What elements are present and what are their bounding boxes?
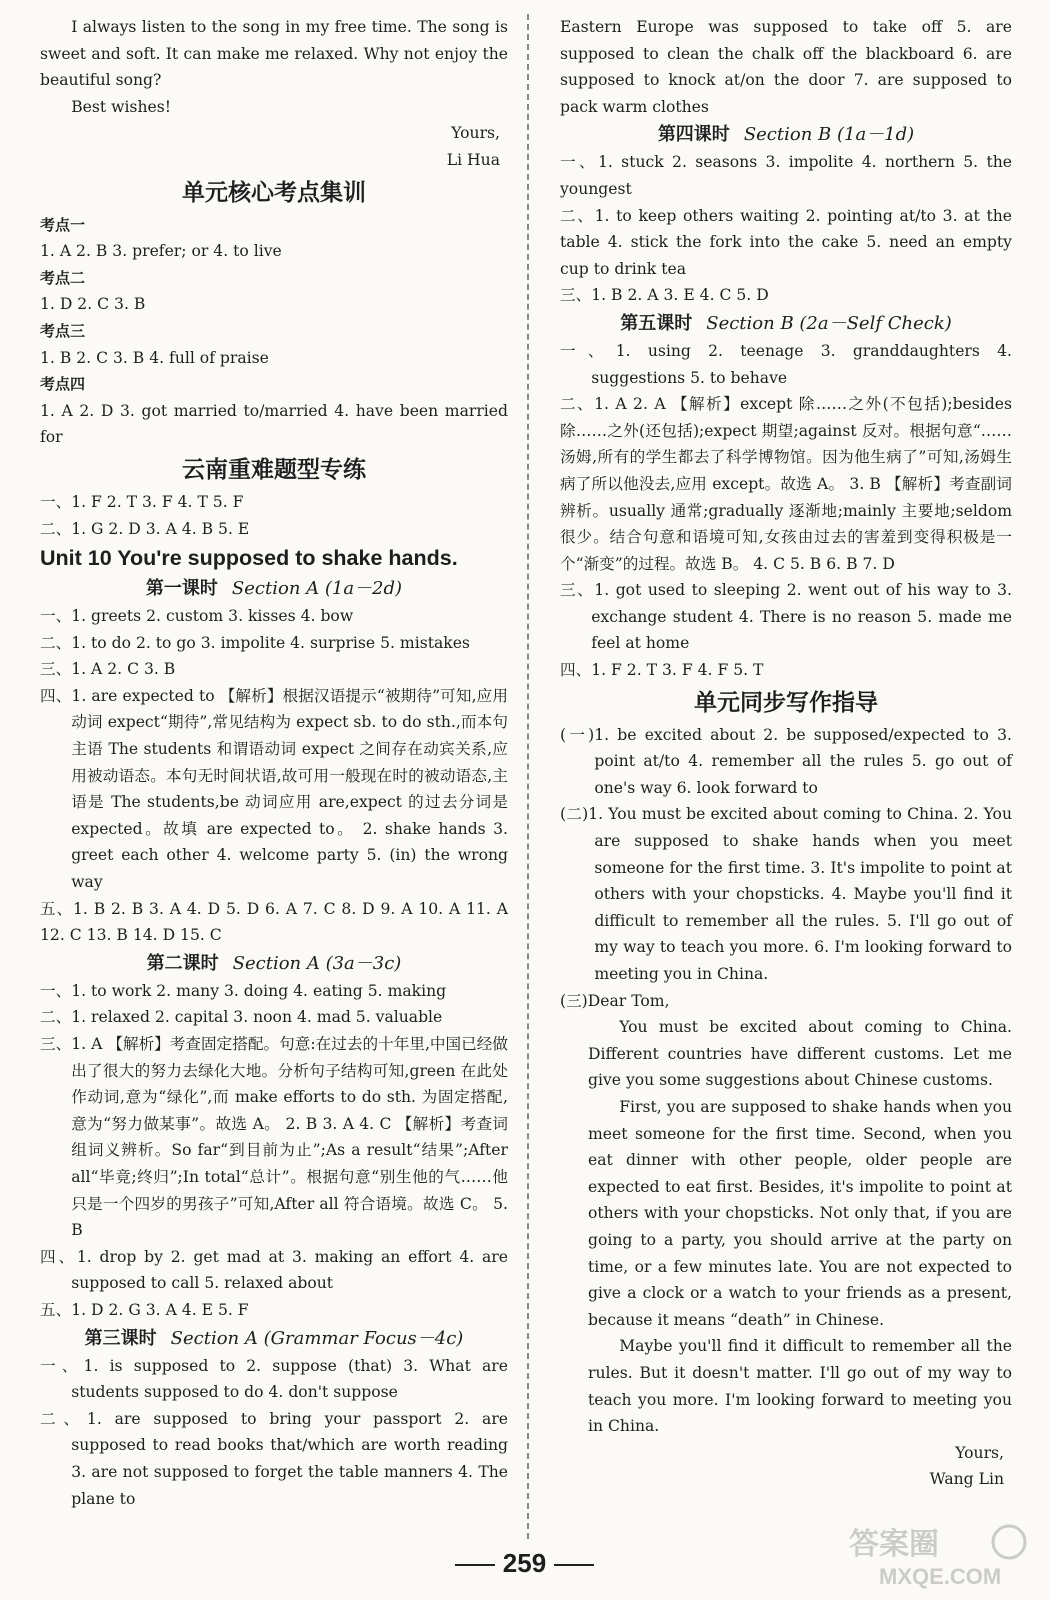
answer-paragraph: 五、1. D 2. G 3. A 4. E 5. F — [40, 1300, 249, 1319]
lesson-title: 第五课时 — [620, 312, 693, 334]
answer-paragraph: Yours, — [955, 1443, 1004, 1462]
answer-paragraph: (一)1. be excited about 2. be supposed/expected to 3. point at/to 4. remember all the rules 5. go out of one's way 6. look forward to — [560, 725, 1012, 797]
answer-paragraph: Yours, — [451, 124, 500, 143]
section-heading: 单元核心考点集训 — [182, 179, 366, 206]
answer-paragraph: 1. A 2. B 3. prefer; or 4. to live — [40, 242, 282, 261]
page-number-text: 259 — [502, 1548, 547, 1578]
lesson-section: Section A (3a－3c) — [232, 952, 402, 974]
answer-paragraph: Best wishes! — [71, 97, 171, 116]
answer-paragraph: Eastern Europe was supposed to take off 5. are supposed to clean the chalk off the blackboard 6. are supposed to knock at/on the door 7. are supposed to pack warm clothes — [560, 18, 1012, 116]
svg-text:答案圈: 答案圈 — [849, 1527, 939, 1562]
answer-paragraph: 四、1. are expected to 【解析】根据汉语提示“被期待”可知,应用动词 expect“期待”,常见结构为 expect sb. to do sth.,而本句主语 The students 和谓语动词 expect 之间存在动宾关系,应用被动语态。本句无时间状语,故可用一般现在时的被动语态,主语是 The students,be 动词应用 are,expect 的过去分词是 expected。故填 are expected to。 2. shake hands 3. greet each other 4. welcome party 5. (in) the wrong way — [40, 686, 508, 892]
answer-paragraph: 考点三 — [40, 321, 86, 340]
answer-paragraph: 二、1. to keep others waiting 2. pointing at/to 3. at the table 4. stick the fork into the cake 5. need an empty cup to drink tea — [560, 206, 1012, 278]
watermark-logo-icon — [839, 1520, 1029, 1590]
answer-paragraph: 四、1. drop by 2. get mad at 3. making an effort 4. are supposed to call 5. relaxed about — [40, 1247, 508, 1293]
section-heading: 云南重难题型专练 — [182, 456, 366, 483]
lesson-heading — [560, 309, 1012, 338]
answer-paragraph: 一、1. to work 2. many 3. doing 4. eating 5. making — [40, 981, 447, 1000]
answer-paragraph: You must be excited about coming to China. Different countries have different customs. Let me give you some suggestions about Chinese customs. — [588, 1018, 1012, 1090]
svg-text:MXQE.COM: MXQE.COM — [879, 1564, 1002, 1589]
answer-paragraph: First, you are supposed to shake hands when you meet someone for the first time. Second, when you eat dinner with other people, older people are expected to eat first. Besides, it's impolite to point at others with your chopsticks. Not only that, if you are going to a party, you should arrive at the party on time, or a few minutes late. You are not expected to give a clock or a watch to your friends as a present, because it means “death” in Chinese. — [588, 1097, 1012, 1329]
answer-paragraph: Unit 10 You're supposed to shake hands. — [40, 546, 458, 571]
answer-paragraph: 二、1. relaxed 2. capital 3. noon 4. mad 5. valuable — [40, 1008, 443, 1027]
lesson-section: Section A (Grammar Focus－4c) — [170, 1327, 464, 1349]
section-heading: 单元同步写作指导 — [694, 689, 878, 716]
column-divider — [527, 14, 529, 1539]
answer-paragraph: 一、1. using 2. teenage 3. granddaughters 4. suggestions 5. to behave — [560, 341, 1012, 387]
lesson-section: Section B (1a－1d) — [743, 124, 915, 146]
answer-paragraph: 考点一 — [40, 215, 86, 234]
answer-paragraph: 四、1. F 2. T 3. F 4. F 5. T — [560, 661, 764, 680]
lesson-title: 第一课时 — [145, 578, 218, 600]
answer-paragraph: Wang Lin — [929, 1470, 1004, 1489]
lesson-section: Section B (2a－Self Check) — [706, 312, 952, 334]
right-column — [560, 14, 1012, 1493]
lesson-heading — [40, 949, 508, 978]
lesson-heading — [40, 574, 508, 603]
lesson-title: 第四课时 — [657, 124, 730, 146]
answer-paragraph: 考点四 — [40, 375, 86, 394]
answer-paragraph: 三、1. B 2. A 3. E 4. C 5. D — [560, 286, 769, 305]
answer-paragraph: 二、1. are supposed to bring your passport 2. are supposed to read books that/which are worth reading 3. are not supposed to forget the table manners 4. The plane to — [40, 1409, 508, 1508]
answer-paragraph: 三、1. A 2. C 3. B — [40, 660, 176, 679]
answer-paragraph: 三、1. A 【解析】考查固定搭配。句意:在过去的十年里,中国已经做出了很大的努力去绿化大地。分析句子结构可知,green 在此处作动词,意为“绿化”,而 make efforts to do sth. 为固定搭配,意为“努力做某事”。故选 A。 2. B 3. A 4. C 【解析】考查词组词义辨析。So far“到目前为止”;As a result“结果”;After all“毕竟;终归”;In total“总计”。根据句意“别生他的气……他只是一个四岁的男孩子”可知,After all 符合语境。故选 C。 5. B — [40, 1035, 508, 1240]
answer-paragraph: 一、1. greets 2. custom 3. kisses 4. bow — [40, 607, 354, 626]
answer-paragraph: 三、1. got used to sleeping 2. went out of his way to 3. exchange student 4. There is no reason 5. made me feel at home — [560, 581, 1012, 653]
answer-paragraph: Maybe you'll find it difficult to remember all the rules. But it doesn't matter. I'll go out of my way to teach you more. I'm looking forward to meeting you in China. — [588, 1337, 1012, 1436]
lesson-title: 第三课时 — [84, 1327, 157, 1349]
lesson-heading — [560, 120, 1012, 149]
answer-paragraph: Li Hua — [446, 150, 500, 169]
answer-paragraph: 1. A 2. D 3. got married to/married 4. have been married for — [40, 401, 508, 447]
answer-paragraph: 五、1. B 2. B 3. A 4. D 5. D 6. A 7. C 8. D 9. A 10. A 11. A 12. C 13. B 14. D 15. C — [40, 899, 508, 945]
answer-paragraph: I always listen to the song in my free time. The song is sweet and soft. It can make me relaxed. Why not enjoy the beautiful song? — [40, 18, 508, 90]
answer-paragraph: (二)1. You must be excited about coming to China. 2. You are supposed to shake hands when you meet someone for the first time. 3. It's impolite to point at others with your chopsticks. 4. Maybe you'll find it difficult to remember all the rules. 5. I'll go out of my way to teach you more. 6. I'm looking forward to meeting you in China. — [560, 805, 1012, 983]
answer-paragraph: 二、1. to do 2. to go 3. impolite 4. surprise 5. mistakes — [40, 633, 470, 652]
left-column — [40, 14, 508, 1512]
answer-paragraph: 考点二 — [40, 268, 86, 287]
answer-paragraph: 1. D 2. C 3. B — [40, 295, 146, 314]
answer-paragraph: (三)Dear Tom, — [560, 991, 670, 1010]
lesson-heading — [40, 1324, 508, 1353]
answer-paragraph: 1. B 2. C 3. B 4. full of praise — [40, 348, 269, 367]
answer-paragraph: 一、1. is supposed to 2. suppose (that) 3. What are students supposed to do 4. don't suppose — [40, 1356, 508, 1402]
answer-paragraph: 一、1. stuck 2. seasons 3. impolite 4. northern 5. the youngest — [560, 153, 1012, 198]
answer-paragraph: 二、1. A 2. A 【解析】except 除……之外(不包括);besides 除……之外(还包括);expect 期望;against 反对。根据句意“……汤姆,所有的学生都去了科学博物馆。因为他生病了”可知,汤姆生病了所以他没去,应用 except。故选 A。 3. B 【解析】考查副词辨析。usually 通常;gradually 逐渐地;mainly 主要地;seldom 很少。结合句意和语境可知,女孩由过去的害羞到变得积极是一个“渐变”的过程。故选 B。 4. C 5. B 6. B 7. D — [560, 395, 1012, 573]
lesson-section: Section A (1a－2d) — [231, 578, 403, 600]
answer-paragraph: 二、1. G 2. D 3. A 4. B 5. E — [40, 519, 250, 538]
answer-paragraph: 一、1. F 2. T 3. F 4. T 5. F — [40, 492, 244, 511]
lesson-title: 第二课时 — [146, 952, 219, 974]
